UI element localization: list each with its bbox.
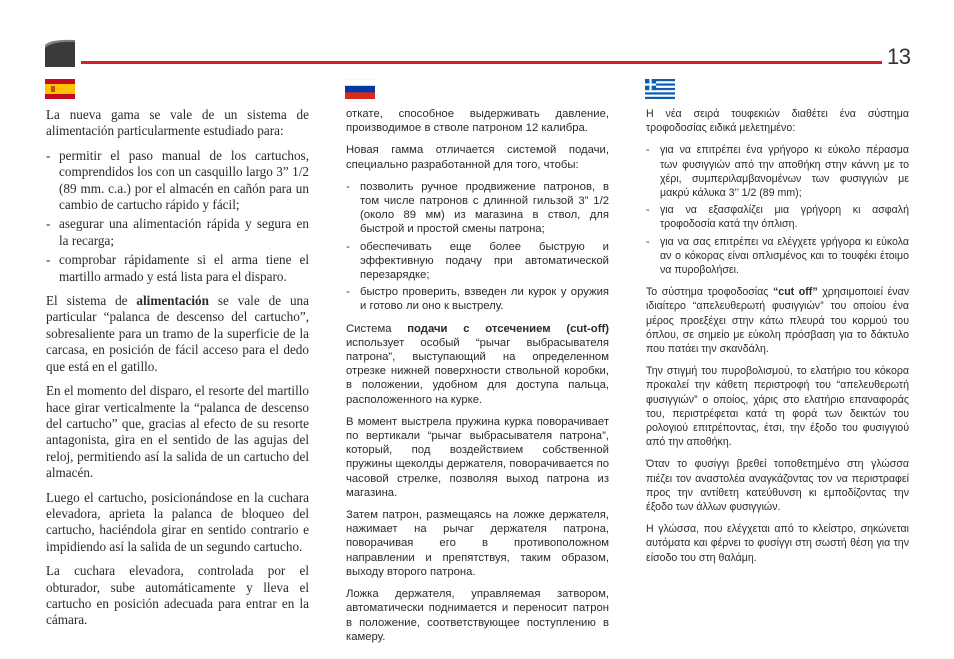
es-feature-list bbox=[46, 148, 309, 285]
spanish-column bbox=[46, 107, 309, 637]
gr-paragraph: Η νέα σειρά τουφεκιών διαθέτει ένα σύστημα τροφοδοσίας ειδικά μελετημένο: bbox=[646, 108, 909, 135]
es-paragraph: La cuchara elevadora, controlada por el obturador, sube automáticamente y lleva el cartucho en posición adecuada para entrar en la cámara. bbox=[46, 563, 309, 628]
ru-paragraph: В момент выстрела пружина курка поворачивает по вертикали “рычаг выбрасывателя патрона”, который, под воздействием собственной пружины щеколды держателя, поворачивается по часовой стрелке, позволяя выход патрона из магазина. bbox=[346, 415, 609, 499]
bold-term: подачи с отсечением (cut-off) bbox=[407, 322, 609, 335]
list-item: - быстро проверить, взведен ли курок у оружия и готово ли оно к выстрелу. bbox=[346, 285, 609, 313]
greek-column bbox=[646, 107, 909, 573]
list-item: - asegurar una alimentación rápida y segura en la recarga; bbox=[46, 216, 309, 249]
spain-flag-icon bbox=[45, 79, 75, 99]
page-number: 13 bbox=[887, 44, 911, 69]
greece-flag-icon bbox=[645, 79, 675, 99]
gr-paragraph bbox=[646, 285, 909, 356]
list-item: - обеспечивать еще более быструю и эффективную подачу при автоматической перезарядке; bbox=[346, 240, 609, 283]
header-rule bbox=[81, 61, 882, 64]
ru-paragraph: откате, способное выдерживать давление, производимое в стволе патроном 12 калибра. bbox=[346, 108, 609, 135]
gr-paragraph: Την στιγμή του πυροβολισμού, το ελατήριο του κόκορα προκαλεί την κάθετη περιστροφή του “απελευθερωτή φυσιγγιών” ο οποίος, χάρις στο ελατήριο επαναφοράς του, περιστρέφεται κατά τη φορά των δεικτών του ρολογιού επιτρέποντας, έτσι, την έξοδο του φυσιγγιού από την αποθήκη. bbox=[646, 365, 909, 449]
es-paragraph: En el momento del disparo, el resorte del martillo hace girar verticalmente la “palanca de descenso del cartucho” que, gracias al efecto de su resorte antagonista, gira en el sentido de las agujas del reloj, permitiendo así la salida de un cartucho del almacén. bbox=[46, 383, 309, 481]
russia-flag-icon bbox=[345, 79, 375, 99]
text-span: se vale de una particular “palanca de descenso del cartucho”, sobresaliente para un tramo de la superficie de la carcasa, en posición de fácil acceso para el dedo que está en el gatillo. bbox=[46, 293, 309, 374]
bold-term: alimentación bbox=[136, 293, 209, 309]
ru-feature-list bbox=[346, 180, 609, 314]
ru-paragraph: Новая гамма отличается системой подачи, специально разработанной для того, чтобы: bbox=[346, 144, 609, 171]
text-span: использует особый “рычаг выбрасывателя патрона”, выступающий на определенном отрезке нижней поверхности ствольной коробки, в положении, удобном для доступа пальца, расположенного на курке. bbox=[346, 336, 609, 406]
brand-logo-icon bbox=[45, 39, 75, 67]
gr-feature-list bbox=[646, 143, 909, 277]
list-item: - για να εξασφαλίζει μια γρήγορη κι ασφαλή τροφοδοσία κατά την όπλιση. bbox=[646, 203, 909, 231]
russian-column bbox=[346, 107, 609, 652]
ru-paragraph: Ложка держателя, управляемая затвором, автоматически поднимается и переносит патрон в положение, соответствующее поступлению в камеру. bbox=[346, 588, 609, 643]
text-span: Система bbox=[346, 322, 408, 335]
es-paragraph: Luego el cartucho, posicionándose en la cuchara elevadora, aprieta la palanca de bloqueo del cartucho, haciéndola girar en sentido contrario e impidiendo así la salida de un segundo cartucho. bbox=[46, 489, 309, 554]
gr-paragraph: Η γλώσσα, που ελέγχεται από το κλείστρο, σηκώνεται αυτόματα και φέρνει το φυσίγγι στη σωστή θέση για την είσοδο του στη θαλάμη. bbox=[646, 523, 909, 564]
ru-paragraph bbox=[346, 322, 609, 407]
list-item: - comprobar rápidamente si el arma tiene el martillo armado y está lista para el disparo. bbox=[46, 252, 309, 285]
list-item: - permitir el paso manual de los cartuchos, comprendidos los con un casquillo largo 3” 1/2 (89 mm. c.a.) por el almacén en cañón para un cambio de cartucho rápido y fácil; bbox=[46, 148, 309, 214]
es-intro: La nueva gama se vale de un sistema de alimentación particularmente estudiado para: bbox=[46, 107, 309, 139]
es-paragraph bbox=[46, 293, 309, 375]
text-span: Το σύστημα τροφοδοσίας bbox=[646, 286, 773, 299]
list-item: - για να επιτρέπει ένα γρήγορο κι εύκολο πέρασμα των φυσιγγιών από την αποθήκη στην κάννη με το χέρι, συμπεριλαμβανομένων των φυσιγγιών με μακρύ κάλυκα 3’’ 1/2 (89 mm); bbox=[646, 143, 909, 200]
list-item: - позволить ручное продвижение патронов, в том числе патронов с длинной гильзой 3” 1/2 (около 89 мм) из магазина в ствол, для быстрой и простой смены патрона; bbox=[346, 180, 609, 237]
gr-paragraph: Όταν το φυσίγγι βρεθεί τοποθετημένο στη γλώσσα πιέζει τον αναστολέα αναγκάζοντας τον να περιστραφεί προς την αντίθετη κατεύθυνση κι εμποδίζοντας την έξοδο των άλλων φυσιγγιών. bbox=[646, 458, 909, 514]
ru-paragraph: Затем патрон, размещаясь на ложке держателя, нажимает на рычаг держателя патрона, поворачивая его в противоположном направлении и препятствуя, таким образом, выходу второго патрона. bbox=[346, 509, 609, 578]
text-span: χρησιμοποιεί έναν ιδιαίτερο “απελευθερωτή φυσιγγιών” του οποίου ένα μέρος προεξέχει στην κάτω πλευρά του κορμού του όπλου, σε σημείο με εύκολη πρόσβαση για το δάκτυλο που πατάει την σκανδάλη. bbox=[646, 286, 909, 356]
text-span: El sistema de bbox=[46, 293, 137, 309]
list-item: - για να σας επιτρέπει να ελέγχετε γρήγορα κι εύκολα αν ο κόκορας είναι οπλισμένος και το τουφέκι έτοιμο να πυροβολήσει. bbox=[646, 235, 909, 278]
bold-term: “cut off” bbox=[773, 286, 818, 299]
